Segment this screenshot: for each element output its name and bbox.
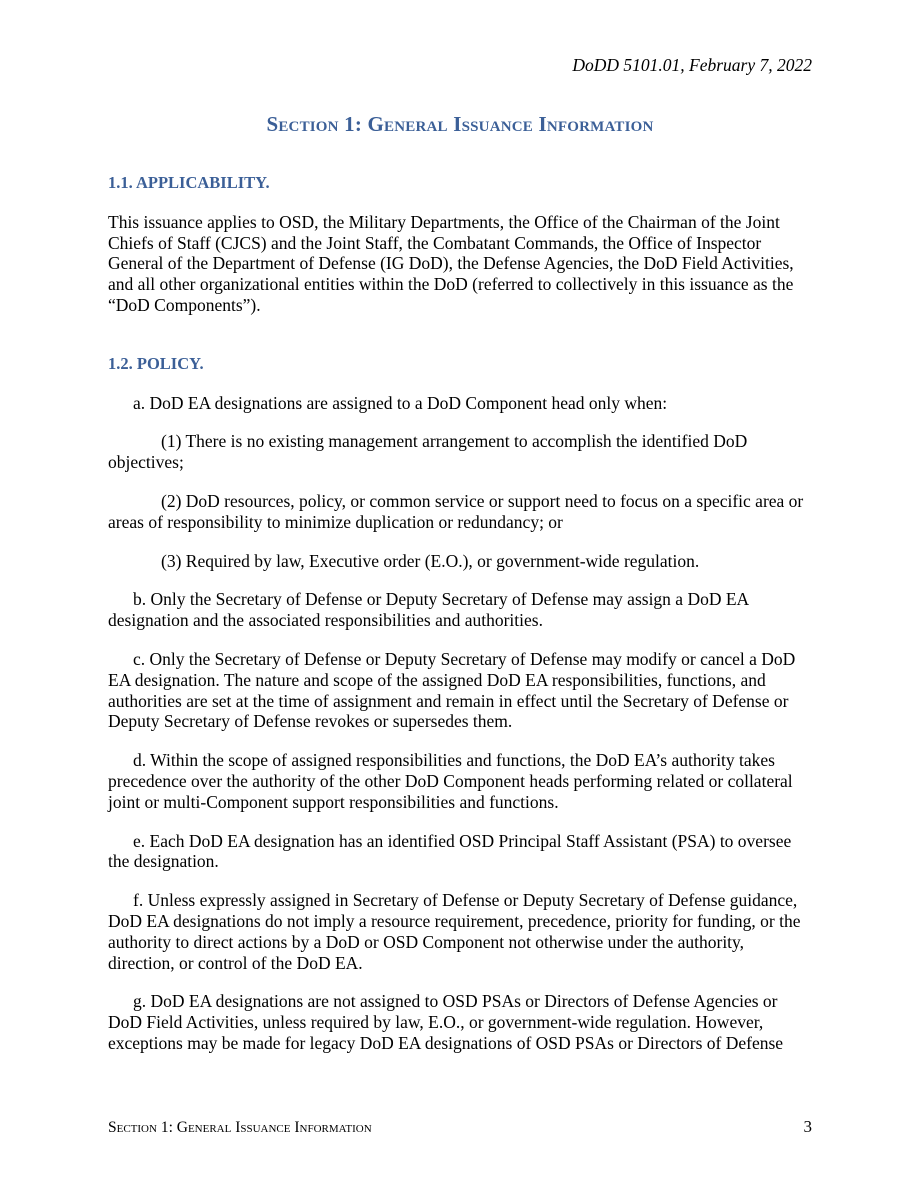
footer-section-label: Section 1: General Issuance Information <box>108 1119 372 1136</box>
policy-item-d: d. Within the scope of assigned responsibilities and functions, the DoD EA’s authority takes precedence over the authority of the other DoD Component heads performing related or collateral joint or multi-Component support responsibilities and functions. <box>108 750 793 812</box>
policy-item-f: f. Unless expressly assigned in Secretary of Defense or Deputy Secretary of Defense guidance, DoD EA designations do not imply a resource requirement, precedence, priority for funding, or the authority to direct actions by a DoD or OSD Component not otherwise under the authority, direction, or control of the DoD EA. <box>108 890 801 973</box>
applicability-paragraph: This issuance applies to OSD, the Military Departments, the Office of the Chairman of the Joint Chiefs of Staff (CJCS) and the Joint Staff, the Combatant Commands, the Office of Inspector General of the Department of Defense (IG DoD), the Defense Agencies, the DoD Field Activities, and all other organizational entities within the DoD (referred to collectively in this issuance as the “DoD Components”). <box>108 211 794 315</box>
footer-page-number: 3 <box>803 1117 812 1136</box>
policy-item-b: b. Only the Secretary of Defense or Deputy Secretary of Defense may assign a DoD EA designation and the associated responsibilities and authorities. <box>108 589 749 631</box>
policy-item-a: a. DoD EA designations are assigned to a DoD Component head only when: <box>133 392 668 413</box>
policy-item-a2: (2) DoD resources, policy, or common service or support need to focus on a specific area or areas of responsibility to minimize duplication or redundancy; or <box>108 490 804 532</box>
policy-item-g: g. DoD EA designations are not assigned to OSD PSAs or Directors of Defense Agencies or DoD Field Activities, unless required by law, E.O., or government-wide regulation. However, exceptions may be made for legacy DoD EA designations of OSD PSAs or Directors of Defense <box>108 991 784 1053</box>
policy-item-e: e. Each DoD EA designation has an identified OSD Principal Staff Assistant (PSA) to oversee the designation. <box>108 830 792 872</box>
applicability-heading: 1.1. APPLICABILITY. <box>108 173 270 192</box>
policy-heading: 1.2. POLICY. <box>108 353 204 373</box>
policy-item-a3: (3) Required by law, Executive order (E.O.), or government-wide regulation. <box>161 550 700 571</box>
section-title: Section 1: General Issuance Information <box>266 112 654 136</box>
policy-item-a1: (1) There is no existing management arrangement to accomplish the identified DoD objectives; <box>108 431 748 473</box>
policy-item-c: c. Only the Secretary of Defense or Deputy Secretary of Defense may modify or cancel a DoD EA designation. The nature and scope of the assigned DoD EA responsibilities, functions, and authorities are set at the time of assignment and remain in effect until the Secretary of Defense or Deputy Secretary of Defense revokes or supersedes them. <box>108 648 796 732</box>
document-reference-header: DoDD 5101.01, February 7, 2022 <box>572 55 812 75</box>
document-body <box>108 173 812 1054</box>
